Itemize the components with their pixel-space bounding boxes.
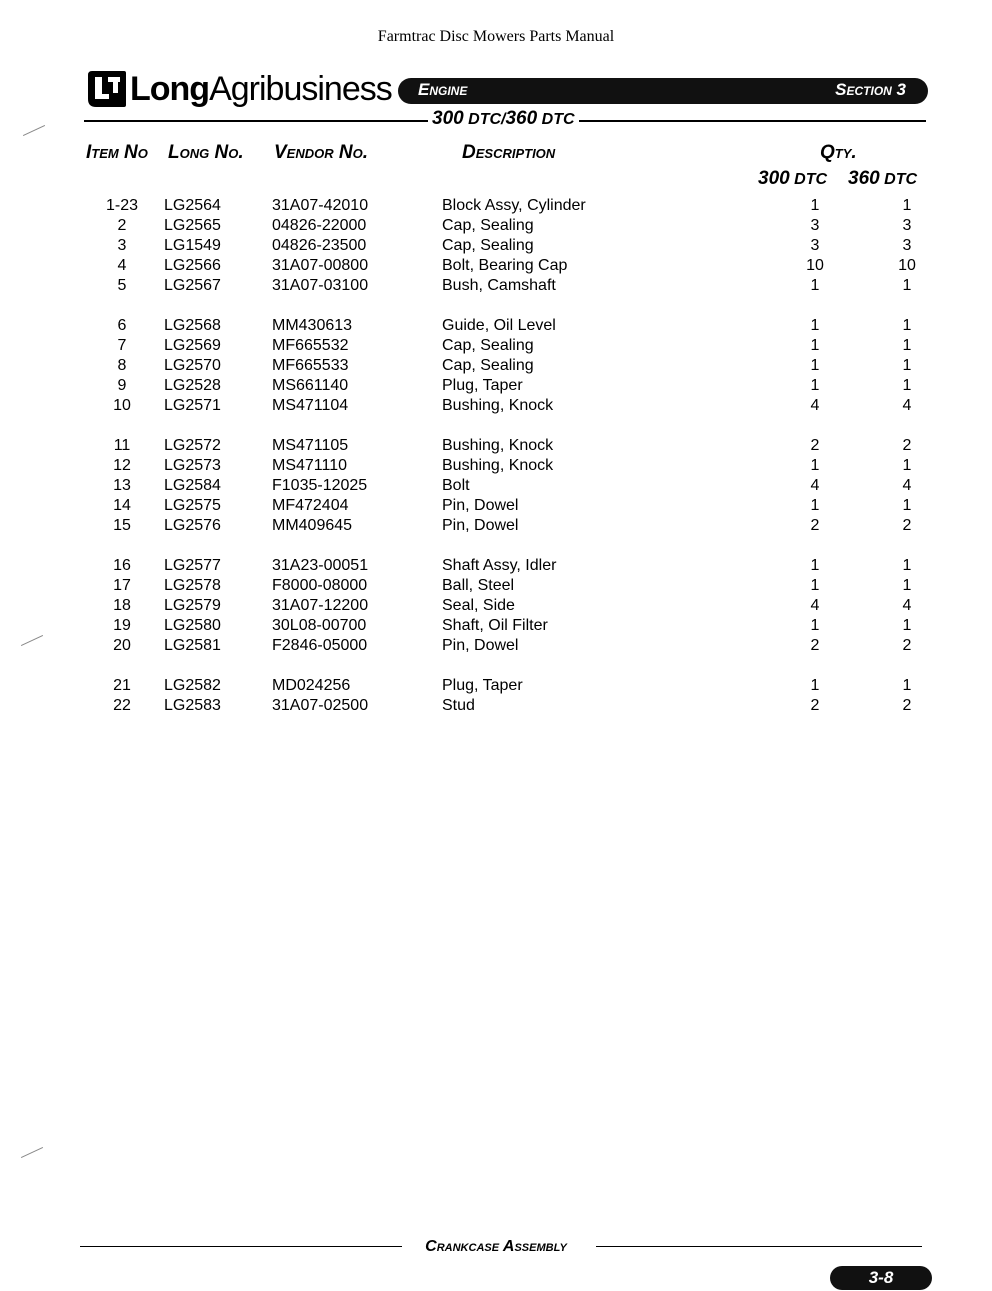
column-header-item-no: Item No — [86, 142, 148, 163]
column-header-qty: Qty. — [820, 142, 857, 163]
qty-360-number: 360 — [848, 168, 880, 189]
cell-item: 10 — [113, 397, 131, 414]
cell-q360: 1 — [902, 617, 912, 634]
cell-desc: Shaft, Oil Filter — [442, 617, 548, 634]
cell-item: 20 — [113, 637, 131, 654]
table-row — [80, 636, 922, 656]
cell-q300: 1 — [810, 197, 820, 214]
column-header-long-no: Long No. — [168, 142, 244, 163]
cell-vendor: MF665532 — [272, 337, 349, 354]
cell-q300: 1 — [810, 317, 820, 334]
cell-item: 1-23 — [105, 197, 139, 214]
cell-desc: Cap, Sealing — [442, 217, 534, 234]
cell-q300: 2 — [810, 517, 820, 534]
table-row — [80, 596, 922, 616]
cell-desc: Bolt — [442, 477, 470, 494]
cell-vendor: 31A23-00051 — [272, 557, 369, 574]
cell-q300: 4 — [810, 597, 820, 614]
cell-item: 11 — [113, 437, 131, 454]
table-row — [80, 576, 922, 596]
cell-long: LG2568 — [164, 317, 221, 334]
cell-long: LG2578 — [164, 577, 221, 594]
cell-item: 9 — [117, 377, 127, 394]
cell-vendor: MF665533 — [272, 357, 349, 374]
cell-q300: 1 — [810, 377, 820, 394]
table-row — [80, 516, 922, 536]
cell-q360: 1 — [902, 577, 912, 594]
qty-gap — [830, 516, 892, 536]
cell-desc: Cap, Sealing — [442, 337, 534, 354]
cell-long: LG2566 — [164, 257, 221, 274]
qty-gap — [830, 216, 892, 236]
qty-gap — [830, 356, 892, 376]
cell-long: LG2576 — [164, 517, 221, 534]
cell-item: 7 — [117, 337, 127, 354]
cell-long: LG2577 — [164, 557, 221, 574]
model-line — [428, 108, 579, 130]
table-row — [80, 276, 922, 296]
cell-q300: 1 — [810, 337, 820, 354]
cell-item: 3 — [117, 237, 127, 254]
cell-item: 21 — [113, 677, 131, 694]
cell-q300: 1 — [810, 557, 820, 574]
cell-q300: 1 — [810, 677, 820, 694]
qty-gap — [830, 616, 892, 636]
cell-item: 5 — [117, 277, 127, 294]
qty-gap — [830, 456, 892, 476]
cell-vendor: MM409645 — [272, 517, 353, 534]
cell-desc: Bush, Camshaft — [442, 277, 556, 294]
cell-desc: Shaft Assy, Idler — [442, 557, 557, 574]
table-row — [80, 256, 922, 276]
qty-gap — [830, 576, 892, 596]
row-spacer — [80, 296, 922, 316]
model-360-suffix: DTC — [537, 111, 575, 128]
cell-desc: Pin, Dowel — [442, 637, 519, 654]
qty-gap — [830, 696, 892, 716]
row-spacer-cell — [80, 416, 922, 436]
scan-mark — [23, 125, 45, 136]
cell-vendor: 04826-23500 — [272, 237, 367, 254]
table-row — [80, 356, 922, 376]
qty-gap — [830, 256, 892, 276]
qty-gap — [830, 676, 892, 696]
cell-long: LG2564 — [164, 197, 221, 214]
row-spacer — [80, 416, 922, 436]
table-row — [80, 696, 922, 716]
cell-vendor: F8000-08000 — [272, 577, 368, 594]
cell-q360: 1 — [902, 317, 912, 334]
cell-vendor: MS471105 — [272, 437, 349, 454]
cell-q360: 1 — [902, 337, 912, 354]
cell-q360: 1 — [902, 197, 912, 214]
section-number: Section 3 — [835, 80, 906, 99]
cell-vendor: 04826-22000 — [272, 217, 367, 234]
qty-gap — [830, 316, 892, 336]
cell-q300: 1 — [810, 277, 820, 294]
table-row — [80, 396, 922, 416]
cell-vendor: 31A07-12200 — [272, 597, 369, 614]
brand-name — [130, 67, 392, 111]
cell-long: LG2584 — [164, 477, 221, 494]
cell-q300: 2 — [810, 437, 820, 454]
cell-desc: Cap, Sealing — [442, 357, 534, 374]
column-header-qty-300 — [758, 168, 827, 190]
table-row — [80, 616, 922, 636]
cell-q360: 1 — [902, 277, 912, 294]
cell-q360: 4 — [902, 397, 912, 414]
cell-item: 13 — [113, 477, 131, 494]
cell-q360: 3 — [902, 217, 912, 234]
table-row — [80, 436, 922, 456]
cell-item: 8 — [117, 357, 127, 374]
cell-vendor: MF472404 — [272, 497, 349, 514]
row-spacer-cell — [80, 656, 922, 676]
cell-desc: Bushing, Knock — [442, 437, 554, 454]
qty-360-suffix: DTC — [879, 171, 918, 188]
cell-desc: Bushing, Knock — [442, 397, 554, 414]
parts-table-body — [80, 196, 922, 716]
cell-vendor: 31A07-03100 — [272, 277, 369, 294]
column-header-vendor-no: Vendor No. — [274, 142, 369, 163]
cell-desc: Seal, Side — [442, 597, 515, 614]
cell-long: LG2573 — [164, 457, 221, 474]
qty-gap — [830, 476, 892, 496]
cell-item: 18 — [113, 597, 131, 614]
cell-q360: 1 — [902, 677, 912, 694]
cell-item: 16 — [113, 557, 131, 574]
cell-q300: 1 — [810, 577, 820, 594]
table-row — [80, 196, 922, 216]
table-row — [80, 496, 922, 516]
row-spacer-cell — [80, 536, 922, 556]
qty-gap — [830, 596, 892, 616]
assembly-title: Crankcase Assembly — [425, 1238, 567, 1255]
cell-q300: 1 — [810, 617, 820, 634]
scan-mark — [21, 635, 43, 646]
cell-vendor: 31A07-02500 — [272, 697, 369, 714]
model-300: 300 — [432, 108, 464, 129]
cell-q300: 3 — [810, 237, 820, 254]
brand-logo — [86, 66, 392, 112]
table-row — [80, 476, 922, 496]
cell-item: 19 — [113, 617, 131, 634]
cell-vendor: MS661140 — [272, 377, 349, 394]
cell-vendor: 30L08-00700 — [272, 617, 367, 634]
cell-q300: 1 — [810, 457, 820, 474]
cell-item: 15 — [113, 517, 131, 534]
cell-item: 4 — [117, 257, 127, 274]
cell-long: LG2570 — [164, 357, 221, 374]
cell-desc: Cap, Sealing — [442, 237, 534, 254]
page-number: 3-8 — [830, 1266, 932, 1290]
cell-vendor: 31A07-42010 — [272, 197, 369, 214]
cell-q300: 10 — [806, 257, 824, 274]
cell-q360: 1 — [902, 497, 912, 514]
cell-long: LG2571 — [164, 397, 221, 414]
qty-gap — [830, 196, 892, 216]
cell-desc: Bushing, Knock — [442, 457, 554, 474]
cell-item: 6 — [117, 317, 127, 334]
parts-table — [80, 196, 922, 716]
cell-vendor: MS471104 — [272, 397, 349, 414]
cell-long: LG2565 — [164, 217, 221, 234]
cell-q360: 1 — [902, 357, 912, 374]
cell-long: LG2569 — [164, 337, 221, 354]
cell-q300: 2 — [810, 637, 820, 654]
cell-long: LG2580 — [164, 617, 221, 634]
cell-q360: 2 — [902, 637, 912, 654]
cell-desc: Ball, Steel — [442, 577, 515, 594]
cell-q300: 2 — [810, 697, 820, 714]
cell-q360: 1 — [902, 377, 912, 394]
column-header-qty-360 — [848, 168, 917, 190]
qty-gap — [830, 556, 892, 576]
table-row — [80, 376, 922, 396]
qty-gap — [830, 636, 892, 656]
qty-gap — [830, 276, 892, 296]
cell-q300: 4 — [810, 397, 820, 414]
section-name: Engine — [418, 80, 468, 99]
brand-part-2: Agribusiness — [209, 70, 392, 108]
cell-item: 17 — [113, 577, 131, 594]
cell-desc: Plug, Taper — [442, 377, 523, 394]
cell-q360: 2 — [902, 517, 912, 534]
table-row — [80, 316, 922, 336]
cell-desc: Stud — [442, 697, 475, 714]
table-row — [80, 336, 922, 356]
cell-desc: Guide, Oil Level — [442, 317, 556, 334]
cell-q360: 4 — [902, 477, 912, 494]
cell-q360: 10 — [898, 257, 916, 274]
model-360: 360 — [505, 108, 538, 129]
cell-q360: 4 — [902, 597, 912, 614]
cell-item: 14 — [113, 497, 131, 514]
qty-300-suffix: DTC — [789, 171, 828, 188]
table-row — [80, 556, 922, 576]
cell-desc: Pin, Dowel — [442, 497, 519, 514]
cell-q360: 1 — [902, 557, 912, 574]
cell-long: LG2528 — [164, 377, 221, 394]
cell-long: LG2579 — [164, 597, 221, 614]
cell-q300: 4 — [810, 477, 820, 494]
cell-item: 12 — [113, 457, 131, 474]
cell-q360: 2 — [902, 437, 912, 454]
cell-desc: Bolt, Bearing Cap — [442, 257, 568, 274]
cell-vendor: 31A07-00800 — [272, 257, 369, 274]
row-spacer — [80, 656, 922, 676]
long-logo-icon — [86, 67, 128, 111]
column-header-description: Description — [462, 142, 556, 163]
document-title: Farmtrac Disc Mowers Parts Manual — [377, 28, 615, 45]
model-300-suffix: DTC/ — [463, 111, 506, 128]
cell-q360: 2 — [902, 697, 912, 714]
qty-gap — [830, 396, 892, 416]
qty-gap — [830, 436, 892, 456]
cell-vendor: MM430613 — [272, 317, 353, 334]
cell-item: 2 — [117, 217, 127, 234]
cell-desc: Block Assy, Cylinder — [442, 197, 586, 214]
row-spacer-cell — [80, 296, 922, 316]
cell-vendor: F2846-05000 — [272, 637, 368, 654]
cell-long: LG2567 — [164, 277, 221, 294]
qty-gap — [830, 376, 892, 396]
cell-q360: 3 — [902, 237, 912, 254]
scan-mark — [21, 1147, 43, 1158]
cell-long: LG2581 — [164, 637, 221, 654]
brand-part-1: Long — [130, 70, 210, 108]
qty-300-number: 300 — [758, 168, 790, 189]
cell-long: LG2583 — [164, 697, 221, 714]
table-row — [80, 236, 922, 256]
table-row — [80, 676, 922, 696]
row-spacer — [80, 536, 922, 556]
table-row — [80, 456, 922, 476]
cell-long: LG1549 — [164, 237, 221, 254]
cell-q300: 3 — [810, 217, 820, 234]
cell-desc: Plug, Taper — [442, 677, 523, 694]
cell-long: LG2582 — [164, 677, 221, 694]
qty-gap — [830, 236, 892, 256]
cell-q300: 1 — [810, 497, 820, 514]
qty-gap — [830, 336, 892, 356]
cell-vendor: F1035-12025 — [272, 477, 368, 494]
section-header-bar — [398, 78, 928, 104]
cell-vendor: MS471110 — [272, 457, 348, 474]
cell-vendor: MD024256 — [272, 677, 351, 694]
table-row — [80, 216, 922, 236]
cell-item: 22 — [113, 697, 131, 714]
cell-q360: 1 — [902, 457, 912, 474]
cell-q300: 1 — [810, 357, 820, 374]
qty-gap — [830, 496, 892, 516]
cell-desc: Pin, Dowel — [442, 517, 519, 534]
cell-long: LG2572 — [164, 437, 221, 454]
cell-long: LG2575 — [164, 497, 221, 514]
